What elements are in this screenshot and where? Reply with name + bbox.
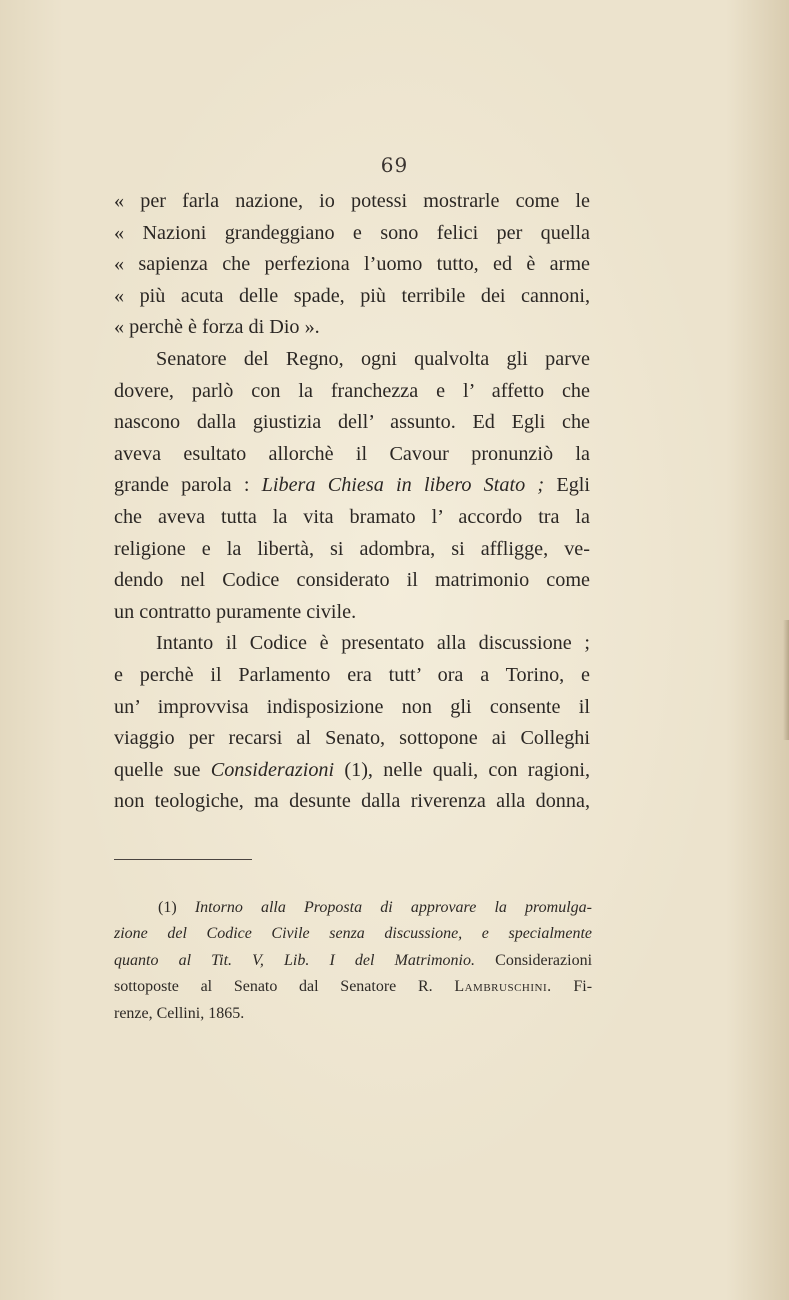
footnote-divider <box>114 859 252 860</box>
text-line: aveva esultato allorchè il Cavour pronunziò la <box>114 442 590 465</box>
footnote-marker: (1) <box>158 899 177 916</box>
text-line: Intanto il Codice è presentato alla discussione ; <box>156 632 590 655</box>
body-text <box>114 186 590 818</box>
text-line: « più acuta delle spade, più terribile dei cannoni, <box>114 284 590 307</box>
footnote-line: renze, Cellini, 1865. <box>114 1004 245 1022</box>
page-number: 69 <box>380 153 409 177</box>
text-run: (1), nelle quali, con ragioni, <box>344 758 590 781</box>
text-run: grande parola : <box>114 474 250 497</box>
footnote-italic: Intorno alla Proposta di approvare la promulga- <box>194 899 592 916</box>
text-line: dendo nel Codice considerato il matrimonio come <box>114 569 590 592</box>
footnote-author: Lambruschini. <box>454 978 552 996</box>
text-line-mixed <box>114 755 590 787</box>
text-line: « per farla nazione, io potessi mostrarle come le <box>114 190 590 212</box>
page-edge-shadow <box>783 620 789 740</box>
text-line: dovere, parlò con la franchezza e l’ affetto che <box>114 379 590 402</box>
text-line: viaggio per recarsi al Senato, sottopone ai Colleghi <box>114 727 590 750</box>
text-line: nascono dalla giustizia dell’ assunto. Ed Egli che <box>114 411 590 434</box>
footnote-italic: quanto al Tit. V, Lib. I del Matrimonio. <box>114 951 476 969</box>
footnote <box>114 895 592 1027</box>
footnote-text: sottoposte al Senato dal Senatore R. <box>114 978 433 996</box>
text-line: « perchè è forza di Dio ». <box>114 316 320 339</box>
footnote-line <box>114 974 592 1000</box>
footnote-line <box>114 921 592 947</box>
text-line: « sapienza che perfeziona l’uomo tutto, ed è arme <box>114 253 590 276</box>
text-line: un’ improvvisa indisposizione non gli consente il <box>114 695 590 718</box>
text-line: che aveva tutta la vita bramato l’ accordo tra la <box>114 505 590 528</box>
text-line: un contratto puramente civile. <box>114 600 357 623</box>
footnote-line <box>114 948 592 974</box>
italic-title: Considerazioni <box>210 758 335 781</box>
footnote-line <box>114 895 592 921</box>
text-line: Senatore del Regno, ogni qualvolta gli parve <box>156 347 590 370</box>
text-line: e perchè il Parlamento era tutt’ ora a Torino, e <box>114 663 590 686</box>
italic-quote: Libera Chiesa in libero Stato ; <box>261 474 545 497</box>
text-line: non teologiche, ma desunte dalla riverenza alla donna, <box>114 790 590 813</box>
footnote-italic: zione del Codice Civile senza discussione, e specialmente <box>114 925 592 943</box>
text-line: religione e la libertà, si adombra, si affligge, ve- <box>114 537 590 560</box>
footnote-text: Fi- <box>573 978 593 996</box>
text-line: « Nazioni grandeggiano e sono felici per quella <box>114 221 590 244</box>
text-line-mixed <box>114 470 590 502</box>
footnote-text: Considerazioni <box>495 951 593 969</box>
text-run: quelle sue <box>114 758 201 781</box>
text-run: Egli <box>556 474 591 497</box>
